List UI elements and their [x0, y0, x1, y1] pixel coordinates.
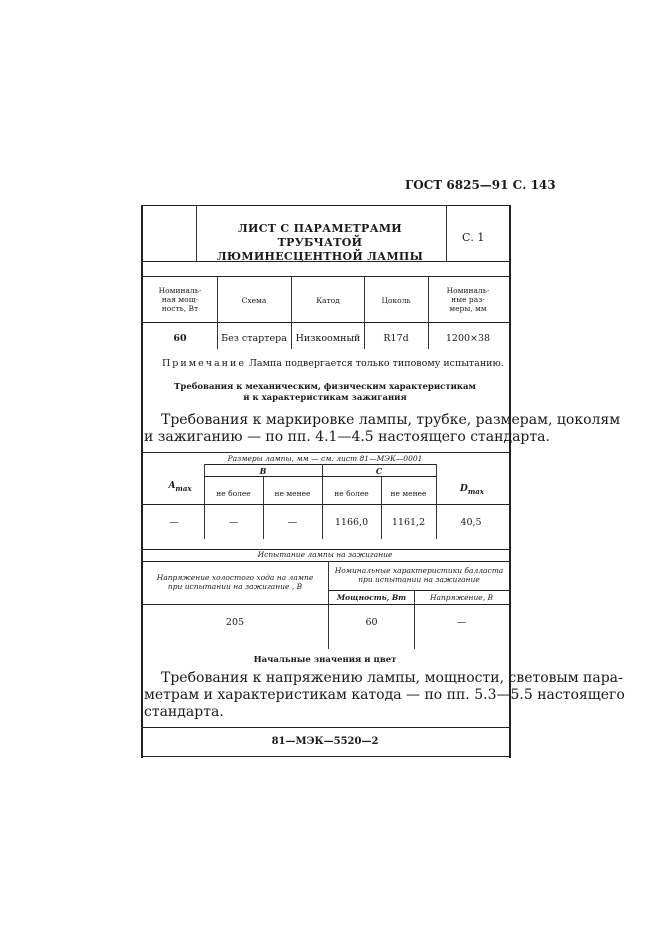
dims-header-c: C: [375, 466, 383, 476]
dims-value-amax: —: [169, 517, 179, 528]
ign-header-col2-line2: при испытании на зажигание: [358, 575, 480, 584]
lamp-header-power: Номиналь- ная мощ- ность, Вт: [158, 286, 202, 313]
dims-table-top: [141, 452, 509, 453]
lamp-header-cathode: Катод: [316, 296, 340, 305]
section2-paragraph: [144, 670, 625, 721]
note-label: Примечание: [162, 358, 246, 369]
dims-caption: Размеры лампы, мм — см. лист 81—МЭК—0001: [227, 454, 423, 463]
frame-bottom-line: [141, 756, 509, 757]
section2-para-line1: Требования к напряжению лампы, мощности, световым пара-: [161, 670, 623, 686]
section1-heading-line2: и к характеристикам зажигания: [243, 393, 407, 403]
dims-header-b: B: [259, 466, 267, 476]
dims-header-dmax-sub: max: [467, 486, 484, 496]
lamp-value-scheme: Без стартера: [221, 333, 287, 344]
ign-value-voltage: 205: [225, 617, 245, 628]
title-left-divider: [196, 205, 197, 261]
section2-para-line2: метрам и характеристикам катода — по пп. 5.3—5.5 настоящего: [144, 687, 625, 703]
dims-group-line: [204, 476, 436, 477]
ign-sub-voltage: Напряжение, В: [429, 593, 494, 602]
dims-header-dmax-main: D: [460, 484, 468, 494]
dims-value-b-min: —: [287, 517, 298, 528]
ign-value-power: 60: [365, 617, 378, 628]
ign-header-bottom: [141, 604, 509, 605]
note-text: Лампа подвергается только типовому испытанию.: [248, 358, 504, 369]
sheet-title-line2: ЛЮМИНЕСЦЕНТНОЙ ЛАМПЫ: [216, 250, 424, 263]
dims-header-amax-main: A: [168, 481, 176, 491]
section1-para-line1: Требования к маркировке лампы, трубке, размерам, цоколям: [161, 412, 621, 428]
dims-header-dmax: [452, 484, 492, 496]
ign-sub-power: Мощность, Вт: [336, 593, 407, 602]
dims-sub-c-max: не более: [334, 489, 369, 498]
dims-header-amax-sub: max: [175, 483, 192, 493]
ign-header-col1-line2: при испытании на зажигание , В: [167, 582, 303, 591]
footer-top-line: [141, 727, 509, 728]
dims-value-c-min: 1161,2: [391, 517, 426, 528]
section1-heading-line1: Требования к механическим, физическим характеристикам: [174, 382, 476, 392]
footer-code: 81—МЭК—5520—2: [271, 736, 379, 747]
dims-sub-b-max: не более: [216, 489, 251, 498]
dims-col-div-4: [381, 476, 382, 539]
dims-sub-c-min: не менее: [390, 489, 427, 498]
dims-col-div-5: [436, 464, 437, 539]
standard-code: ГОСТ 6825—91 С. 143: [405, 178, 556, 192]
sheet-title: [200, 222, 440, 264]
dims-value-b-max: —: [228, 517, 239, 528]
dims-sub-b-min: не менее: [274, 489, 311, 498]
ign-col-div-2: [414, 590, 415, 649]
ign-header-col1: [145, 573, 325, 591]
lamp-table-top: [141, 276, 509, 277]
lamp-value-base: R17d: [383, 333, 409, 344]
lamp-col-div-4: [428, 276, 429, 349]
ign-col-div-1: [328, 561, 329, 649]
ign-caption: Испытание лампы на зажигание: [257, 550, 393, 559]
sheet-title-line1: ЛИСТ С ПАРАМЕТРАМИ ТРУБЧАТОЙ: [238, 222, 402, 249]
note: [162, 358, 504, 369]
lamp-value-power: 60: [173, 333, 187, 344]
title-right-divider: [446, 205, 447, 261]
lamp-header-scheme: Схема: [241, 296, 267, 305]
ign-header-col2-line1: Номинальные характеристики балласта: [334, 566, 504, 575]
lamp-value-cathode: Низкоомный: [295, 333, 361, 344]
ign-header-col2: [331, 566, 507, 584]
dims-caption-line: [204, 464, 436, 465]
dims-value-dmax: 40,5: [460, 517, 482, 528]
lamp-table-header-bottom: [141, 322, 509, 323]
section1-para-line2: и зажиганию — по пп. 4.1—4.5 настоящего стандарта.: [144, 429, 550, 445]
dims-value-c-max: 1166,0: [334, 517, 369, 528]
dims-header-amax: [160, 481, 200, 493]
lamp-col-div-3: [364, 276, 365, 349]
ign-header-col1-line1: Напряжение холостого хода на лампе: [156, 573, 314, 582]
ign-group-line: [328, 590, 509, 591]
lamp-header-base: Цоколь: [381, 296, 411, 305]
lamp-header-dimensions: Номиналь- ные раз- меры, мм: [446, 286, 490, 313]
ign-caption-line: [141, 561, 509, 562]
section1-heading: [150, 382, 500, 404]
lamp-value-dimensions: 1200×38: [445, 333, 491, 344]
lamp-col-div-2: [291, 276, 292, 349]
section1-paragraph: [144, 412, 621, 446]
sheet-label: С. 1: [462, 231, 485, 244]
lamp-col-div-1: [217, 276, 218, 349]
section2-para-line3: стандарта.: [144, 704, 224, 720]
dims-col-div-2: [263, 476, 264, 539]
section2-heading: Начальные значения и цвет: [253, 655, 397, 665]
dims-header-bottom: [141, 504, 509, 505]
ign-value-ballast-voltage: —: [456, 617, 467, 628]
